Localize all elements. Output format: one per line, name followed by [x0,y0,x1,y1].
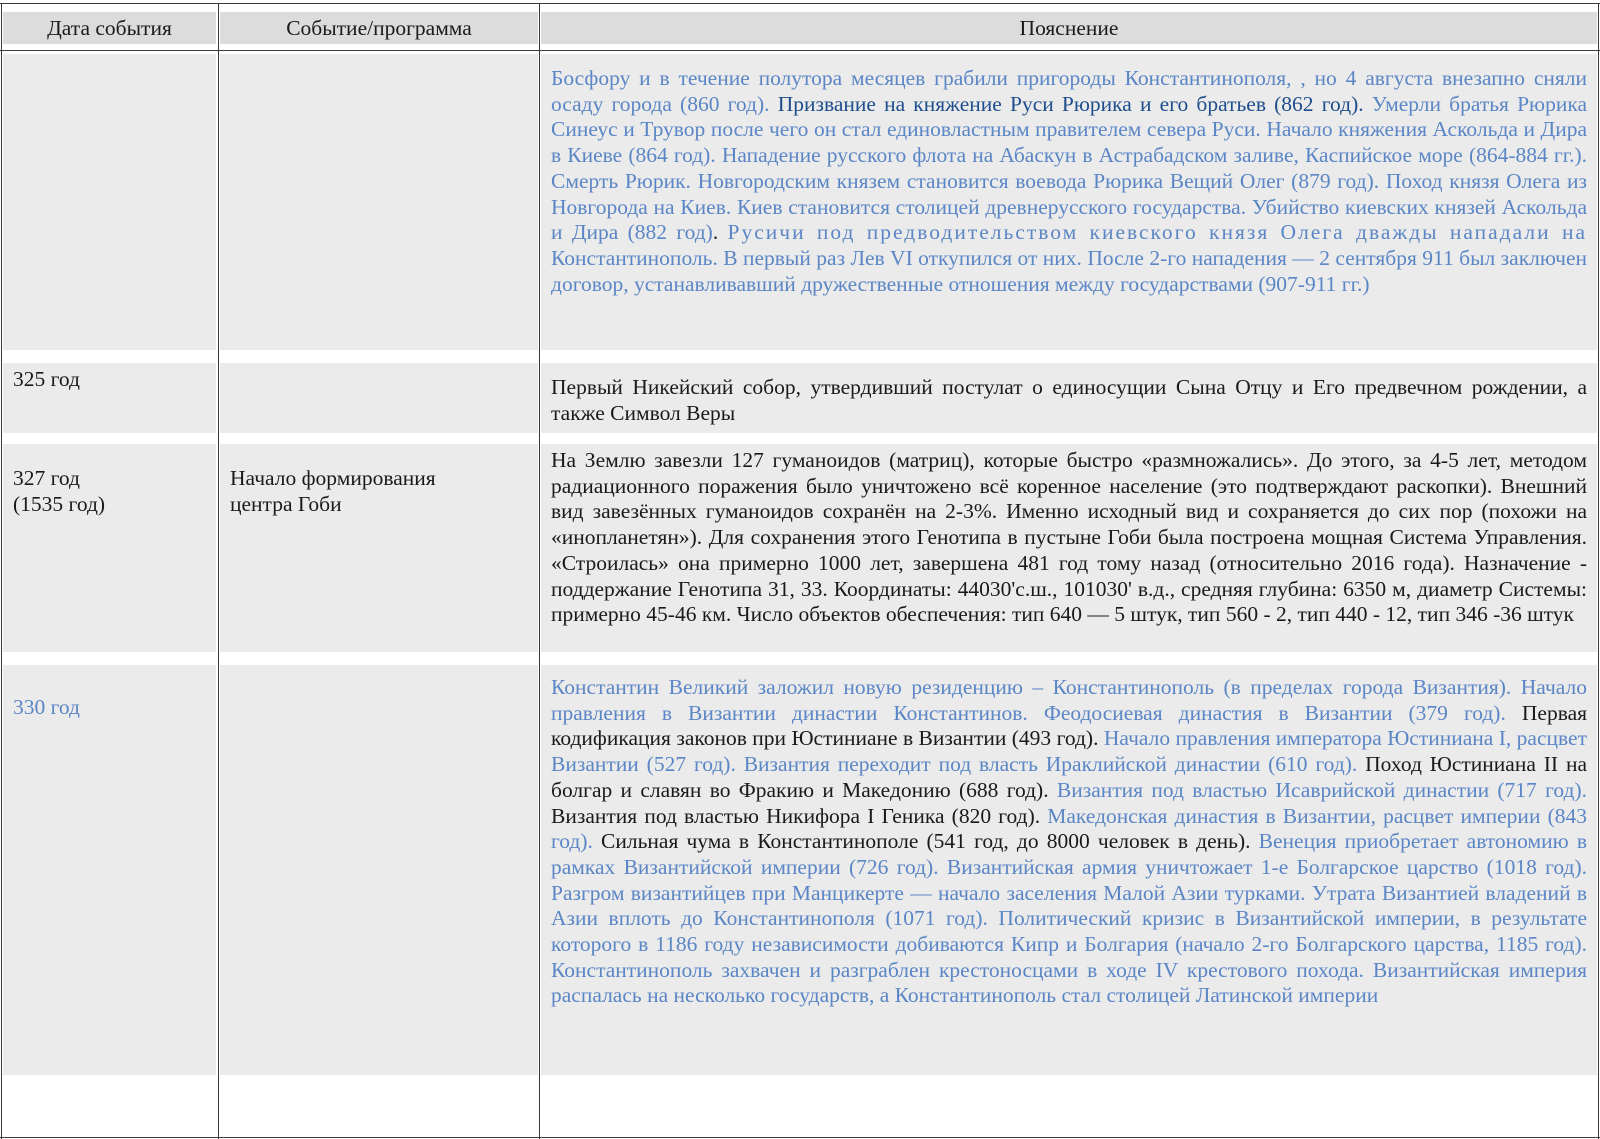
table-bottom-border [0,1137,1600,1138]
event-cell [220,363,538,433]
event-cell [220,444,538,652]
date-alt-text: (1535 год) [13,491,106,516]
explanation-cell [541,665,1597,1075]
table-header [0,4,1600,46]
text-segment: Умерли братья Рюрика Синеус и Трувор после чего он стал единовластным правителем севера Руси. Начало княжения Аскольда и Дира в Киеве (864 год). Нападение русского флота на Абаскун в Астрабадском заливе, Каспийское море (864-884 гг.). Смерть Рюрик. Новгородским князем становится воевода Рюрика Вещий Олег (879 год). Поход князя Олега из Новгорода на Киев. Киев становится столицей древнерусского государства. Убийство киевских князей Аскольда и Дира (882 год) [551,91,1588,245]
explanation-cell [541,363,1597,433]
explanation-cell [541,444,1597,652]
date-text: 325 год [13,367,80,391]
date-cell [3,54,216,350]
date-cell [3,444,216,652]
text-segment: Сильная чума в Константинополе (541 год, до 8000 человек в день). [601,829,1259,854]
text-segment: Византия под властью Никифора I Геника (820 год). [551,803,1048,828]
text-segment: Начало правления императора Юстиниана I, расцвет Византии (527 год). Византия переходит под власть Ираклийской династии (610 год). [551,726,1587,777]
text-segment: Константин Великий заложил новую резиденцию – Константинополь (в пределах города Византия). Начало правления в Византии династии Константинов. Феодосиевая династия в Византии (379 год). [551,675,1587,725]
header-event: Событие/программа [220,12,538,44]
text-segment: На Землю завезли 127 гуманоидов (матриц), которые быстро «размножались». До этого, за 4-5 лет, методом радиационного поражения было уничтожено всё коренное население (это подтверждают раскопки). Внешний вид завезённых гуманоидов сохранён на 2-3%. Именно исходный вид и сохраняется до сих пор (похожи на «инопланетян»). Для сохранения этого Генотипа в пустыне Гоби была построена мощная Система Управления. «Строилась» она примерно 1000 лет, завершена 481 год тому назад (относительно 2016 года). Назначение - поддержание Генотипа 31, 33. Координаты: 44030'с.ш., 101030' в.д., средняя глубина: 6350 м, диаметр Системы: примерно 45-46 км. Число объектов обеспечения: тип 640 — 5 штук, тип 560 - 2, тип 440 - 12, тип 346 -36 штук [551,448,1587,627]
event-text: центра Гоби [230,491,342,516]
date-cell [3,665,216,1075]
text-segment: Македонская династия в Византии, расцвет империи (843 год). [551,803,1587,854]
header-date: Дата события [3,12,216,44]
table-row [0,444,1600,652]
header-explanation: Пояснение [541,12,1597,44]
text-segment: Босфору и в течение полутора месяцев грабили пригороды Константинополя, , но 4 августа внезапно сняли осаду города (860 год). [551,66,1587,116]
text-segment: Русичи под предводительством киевского князя Олега дважды нападали на [727,220,1587,245]
event-cell [220,665,538,1075]
table-row [0,363,1600,433]
text-segment: Византия под властью Исаврийской династии (717 год). [1056,777,1587,802]
table-row [0,665,1600,1075]
text-segment: Призвание на княжение Руси Рюрика и его братьев (862 год). [777,91,1364,116]
text-segment: . [712,220,728,245]
text-segment: Константинополь. В первый раз Лев VI откупился от них. После 2-го нападения — 2 сентября 911 был заключен договор, устанавливавший дружественные отношения между государствами (907-911 гг.) [551,245,1587,296]
text-segment: Первый Никейский собор, утвердивший постулат о единосущии Сына Отцу и Его предвечном рождении, а также Символ Веры [551,375,1587,425]
date-text: 330 год [13,695,80,719]
explanation-cell [541,54,1597,350]
text-segment: Первая кодификация законов при Юстиниане в Византии (493 год). [551,700,1587,751]
text-segment: Поход Юстиниана II на болгар и славян во Фракию и Македонию (688 год). [551,752,1587,802]
event-text: Начало формирования [230,466,436,490]
date-text: 327 год [13,466,80,490]
text-segment: Венеция приобретает автономию в рамках Византийской империи (726 год). Византийская армия уничтожает 1-е Болгарское царство (1018 год). Разгром византийцев при Манцикерте — начало заселения Малой Азии турками. Утрата Византией владений в Азии вплоть до Константинополя (1071 год). Политический кризис в Византийской империи, в результате которого в 1186 году независимости добиваются Кипр и Болгария (начало 2-го Болгарского царства, 1185 год). Константинополь захвачен и разграблен крестоносцами в ходе IV крестового похода. Византийская империя распалась на несколько государств, а Константинополь стал столицей Латинской империи [551,829,1587,1008]
event-cell [220,54,538,350]
table-row [0,54,1600,350]
header-bottom-border [0,50,1600,51]
date-cell [3,363,216,433]
